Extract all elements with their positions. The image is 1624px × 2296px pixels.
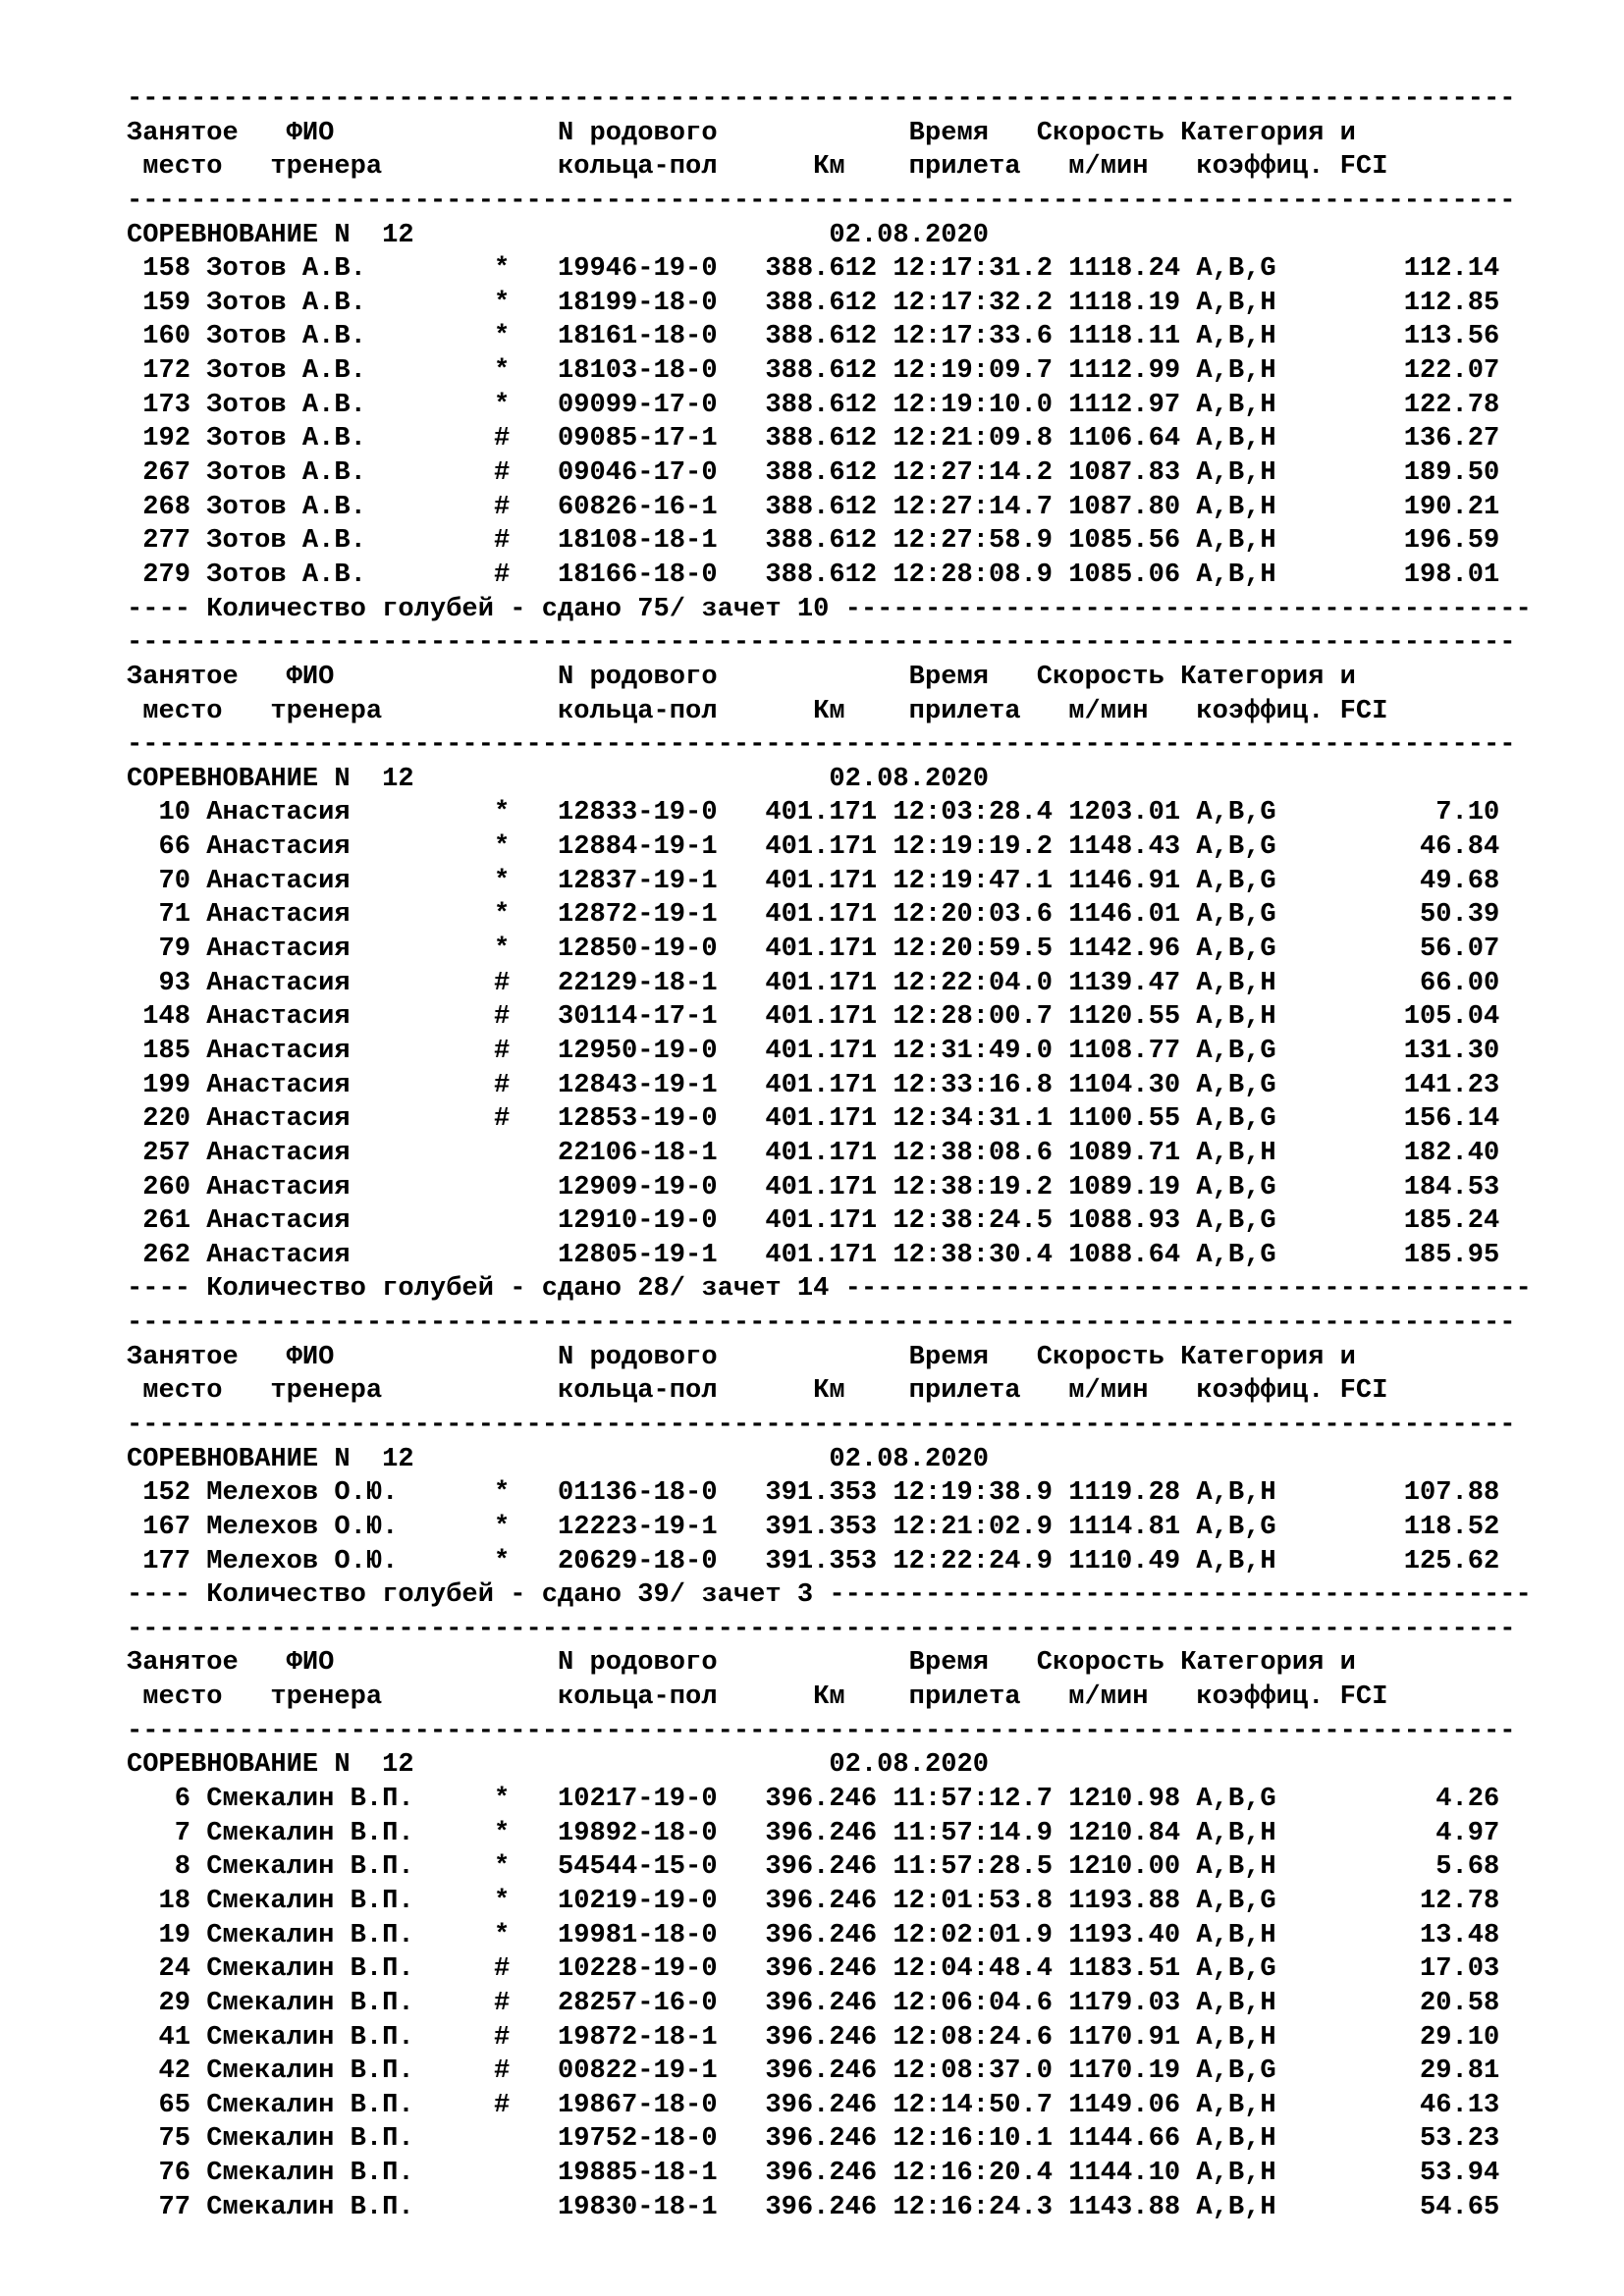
table-row: 267 Зотов А.В. # 09046-17-0 388.612 12:27:14.2 1087.83 A,B,H 189.50 [127, 457, 1500, 489]
table-row: 148 Анастасия # 30114-17-1 401.171 12:28:00.7 1120.55 A,B,H 105.04 [127, 1001, 1500, 1033]
header-rule-top: --------------------------------------------------------------------------------------- [127, 1613, 1516, 1644]
header-line-2: место тренера кольца-пол Км прилета м/мин коэффиц. FCI [127, 695, 1388, 726]
header-rule-top: --------------------------------------------------------------------------------------- [127, 83, 1516, 114]
header-line-1: Занятое ФИО N родового Время Скорость Категория и [127, 117, 1356, 148]
table-row: 93 Анастасия # 22129-18-1 401.171 12:22:04.0 1139.47 A,B,H 66.00 [127, 967, 1500, 998]
header-line-2: место тренера кольца-пол Км прилета м/мин коэффиц. FCI [127, 1682, 1388, 1713]
table-row: 177 Мелехов О.Ю. * 20629-18-0 391.353 12:22:24.9 1110.49 A,B,H 125.62 [127, 1545, 1500, 1576]
competition-line: СОРЕВНОВАНИЕ N 12 02.08.2020 [127, 1443, 989, 1474]
header-rule-bottom: --------------------------------------------------------------------------------------- [127, 185, 1516, 216]
header-line-1: Занятое ФИО N родового Время Скорость Категория и [127, 1647, 1356, 1679]
table-row: 7 Смекалин В.П. * 19892-18-0 396.246 11:57:14.9 1210.84 A,B,H 4.97 [127, 1817, 1500, 1848]
header-line-2: место тренера кольца-пол Км прилета м/мин коэффиц. FCI [127, 1375, 1388, 1407]
results-report [127, 82, 1532, 2224]
table-row: 268 Зотов А.В. # 60826-16-1 388.612 12:27:14.7 1087.80 A,B,H 190.21 [127, 491, 1500, 522]
table-row: 18 Смекалин В.П. * 10219-19-0 396.246 12:01:53.8 1193.88 A,B,G 12.78 [127, 1885, 1500, 1916]
table-row: 70 Анастасия * 12837-19-1 401.171 12:19:47.1 1146.91 A,B,G 49.68 [127, 865, 1500, 896]
section-summary: ---- Количество голубей - сдано 39/ зачет 3 -------------------------------------------- [127, 1579, 1532, 1611]
header-line-2: место тренера кольца-пол Км прилета м/мин коэффиц. FCI [127, 151, 1388, 183]
table-row: 24 Смекалин В.П. # 10228-19-0 396.246 12:04:48.4 1183.51 A,B,G 17.03 [127, 1953, 1500, 1985]
table-row: 192 Зотов А.В. # 09085-17-1 388.612 12:21:09.8 1106.64 A,B,H 136.27 [127, 423, 1500, 454]
table-row: 29 Смекалин В.П. # 28257-16-0 396.246 12:06:04.6 1179.03 A,B,H 20.58 [127, 1987, 1500, 2018]
header-rule-top: --------------------------------------------------------------------------------------- [127, 627, 1516, 659]
table-row: 199 Анастасия # 12843-19-1 401.171 12:33:16.8 1104.30 A,B,G 141.23 [127, 1069, 1500, 1100]
table-row: 76 Смекалин В.П. 19885-18-1 396.246 12:16:20.4 1144.10 A,B,H 53.94 [127, 2158, 1500, 2189]
table-row: 66 Анастасия * 12884-19-1 401.171 12:19:19.2 1148.43 A,B,G 46.84 [127, 831, 1500, 863]
table-row: 8 Смекалин В.П. * 54544-15-0 396.246 11:57:28.5 1210.00 A,B,H 5.68 [127, 1851, 1500, 1883]
table-row: 79 Анастасия * 12850-19-0 401.171 12:20:59.5 1142.96 A,B,G 56.07 [127, 934, 1500, 965]
table-row: 172 Зотов А.В. * 18103-18-0 388.612 12:19:09.7 1112.99 A,B,H 122.07 [127, 355, 1500, 387]
competition-line: СОРЕВНОВАНИЕ N 12 02.08.2020 [127, 763, 989, 794]
table-row: 41 Смекалин В.П. # 19872-18-1 396.246 12:08:24.6 1170.91 A,B,H 29.10 [127, 2021, 1500, 2053]
header-rule-bottom: --------------------------------------------------------------------------------------- [127, 1715, 1516, 1746]
header-line-1: Занятое ФИО N родового Время Скорость Категория и [127, 661, 1356, 692]
competition-line: СОРЕВНОВАНИЕ N 12 02.08.2020 [127, 219, 989, 250]
table-row: 10 Анастасия * 12833-19-0 401.171 12:03:28.4 1203.01 A,B,G 7.10 [127, 797, 1500, 828]
header-rule-bottom: --------------------------------------------------------------------------------------- [127, 1409, 1516, 1440]
table-row: 220 Анастасия # 12853-19-0 401.171 12:34:31.1 1100.55 A,B,G 156.14 [127, 1103, 1500, 1135]
table-row: 279 Зотов А.В. # 18166-18-0 388.612 12:28:08.9 1085.06 A,B,H 198.01 [127, 559, 1500, 590]
table-row: 185 Анастасия # 12950-19-0 401.171 12:31:49.0 1108.77 A,B,G 131.30 [127, 1035, 1500, 1066]
table-row: 77 Смекалин В.П. 19830-18-1 396.246 12:16:24.3 1143.88 A,B,H 54.65 [127, 2191, 1500, 2222]
table-row: 65 Смекалин В.П. # 19867-18-0 396.246 12:14:50.7 1149.06 A,B,H 46.13 [127, 2089, 1500, 2120]
header-rule-top: --------------------------------------------------------------------------------------- [127, 1308, 1516, 1339]
table-row: 173 Зотов А.В. * 09099-17-0 388.612 12:19:10.0 1112.97 A,B,H 122.78 [127, 389, 1500, 420]
table-row: 75 Смекалин В.П. 19752-18-0 396.246 12:16:10.1 1144.66 A,B,H 53.23 [127, 2123, 1500, 2155]
section-summary: ---- Количество голубей - сдано 28/ зачет 14 ------------------------------------------- [127, 1273, 1532, 1305]
table-row: 160 Зотов А.В. * 18161-18-0 388.612 12:17:33.6 1118.11 A,B,H 113.56 [127, 321, 1500, 352]
header-line-1: Занятое ФИО N родового Время Скорость Категория и [127, 1341, 1356, 1372]
table-row: 167 Мелехов О.Ю. * 12223-19-1 391.353 12:21:02.9 1114.81 A,B,G 118.52 [127, 1511, 1500, 1542]
section-summary: ---- Количество голубей - сдано 75/ зачет 10 ------------------------------------------- [127, 593, 1532, 624]
table-row: 42 Смекалин В.П. # 00822-19-1 396.246 12:08:37.0 1170.19 A,B,G 29.81 [127, 2056, 1500, 2087]
table-row: 19 Смекалин В.П. * 19981-18-0 396.246 12:02:01.9 1193.40 A,B,H 13.48 [127, 1919, 1500, 1950]
table-row: 277 Зотов А.В. # 18108-18-1 388.612 12:27:58.9 1085.56 A,B,H 196.59 [127, 525, 1500, 557]
table-row: 262 Анастасия 12805-19-1 401.171 12:38:30.4 1088.64 A,B,G 185.95 [127, 1239, 1500, 1270]
table-row: 159 Зотов А.В. * 18199-18-0 388.612 12:17:32.2 1118.19 A,B,H 112.85 [127, 287, 1500, 318]
table-row: 152 Мелехов О.Ю. * 01136-18-0 391.353 12:19:38.9 1119.28 A,B,H 107.88 [127, 1477, 1500, 1509]
table-row: 257 Анастасия 22106-18-1 401.171 12:38:08.6 1089.71 A,B,H 182.40 [127, 1137, 1500, 1168]
table-row: 6 Смекалин В.П. * 10217-19-0 396.246 11:57:12.7 1210.98 A,B,G 4.26 [127, 1784, 1500, 1815]
competition-line: СОРЕВНОВАНИЕ N 12 02.08.2020 [127, 1749, 989, 1781]
table-row: 158 Зотов А.В. * 19946-19-0 388.612 12:17:31.2 1118.24 A,B,G 112.14 [127, 253, 1500, 285]
table-row: 260 Анастасия 12909-19-0 401.171 12:38:19.2 1089.19 A,B,G 184.53 [127, 1171, 1500, 1202]
table-row: 261 Анастасия 12910-19-0 401.171 12:38:24.5 1088.93 A,B,G 185.24 [127, 1205, 1500, 1237]
header-rule-bottom: --------------------------------------------------------------------------------------- [127, 729, 1516, 761]
table-row: 71 Анастасия * 12872-19-1 401.171 12:20:03.6 1146.01 A,B,G 50.39 [127, 899, 1500, 931]
